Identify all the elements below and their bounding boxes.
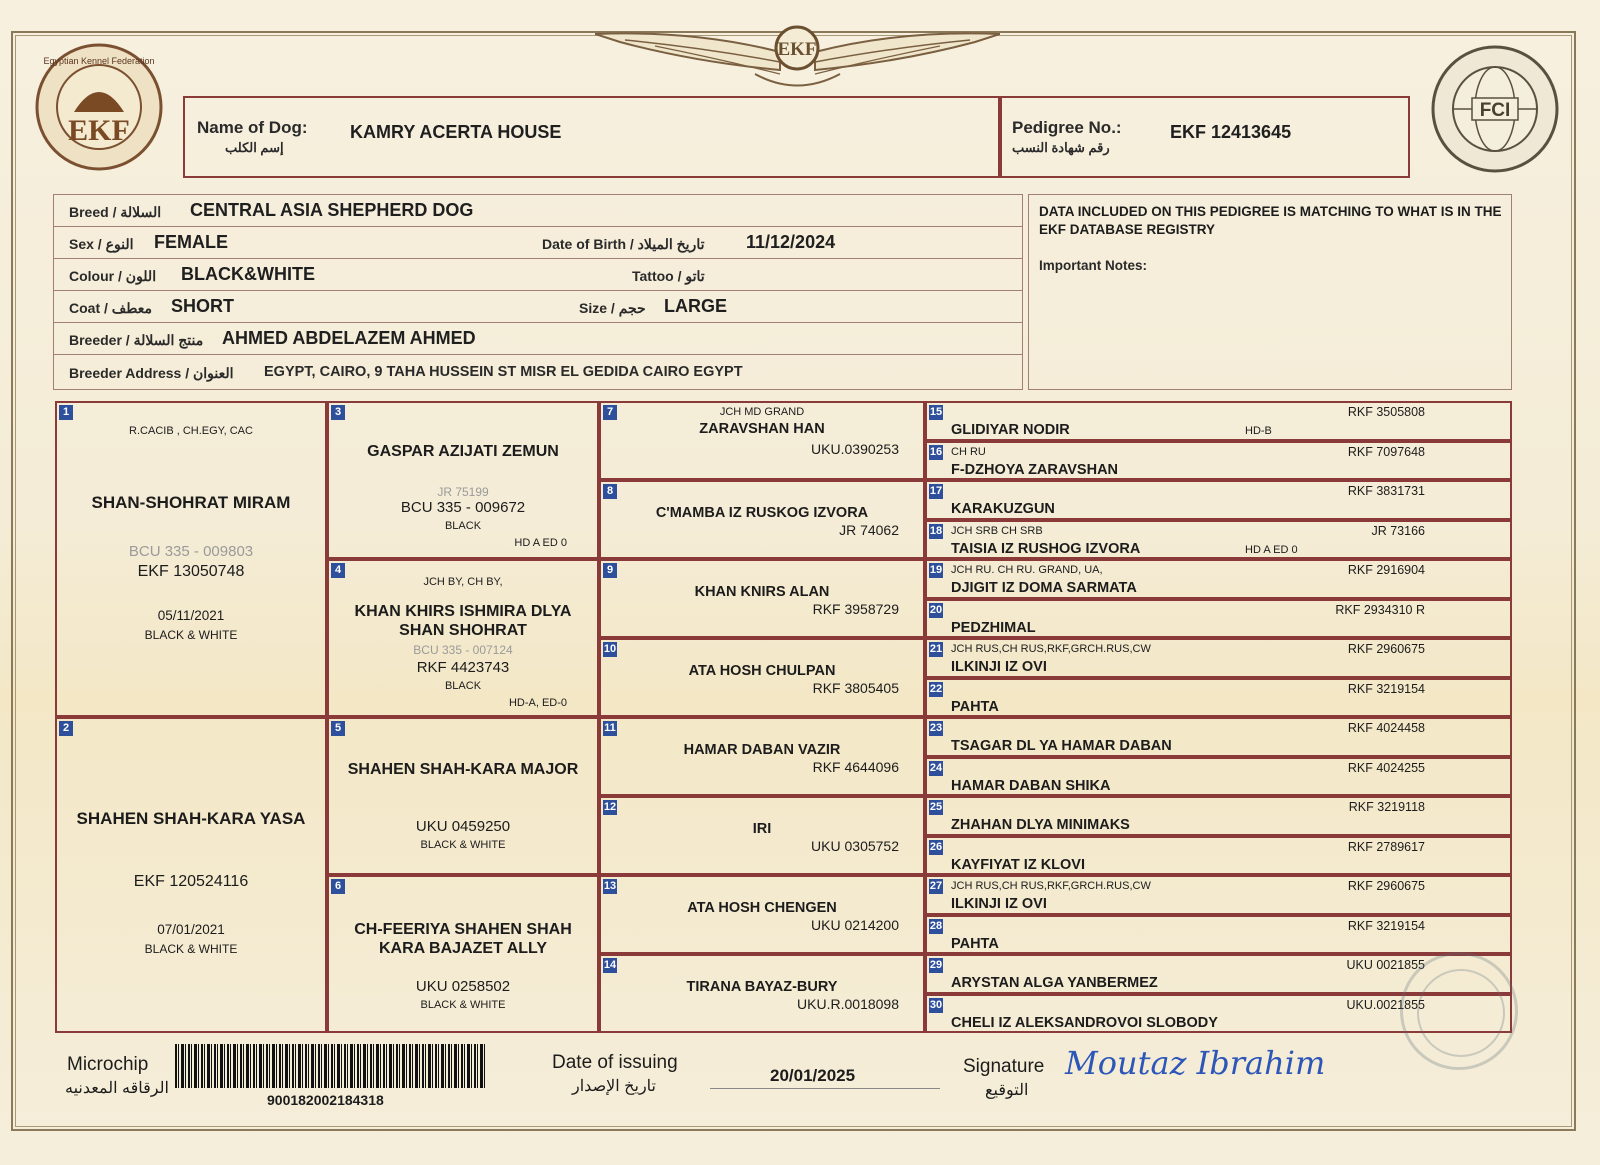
colour-label: Colour / اللون xyxy=(69,268,157,284)
ancestor-name: PEDZHIMAL xyxy=(951,619,1036,636)
ancestor-reg: RKF 7097648 xyxy=(1347,444,1425,459)
ancestor-name: GASPAR AZIJATI ZEMUN xyxy=(367,443,559,460)
ancestor-name: ILKINJI IZ OVI xyxy=(951,659,1047,675)
ancestor-name: IRI xyxy=(752,821,772,837)
pedigree-number-box xyxy=(1000,96,1410,178)
ancestor-name: ZARAVSHAN HAN xyxy=(699,421,825,437)
ekf-seal-stamp xyxy=(1400,952,1518,1070)
ancestor-reg: RKF 3958729 xyxy=(812,601,899,617)
ancestor-name: SHAN-SHOHRAT MIRAM xyxy=(91,493,291,512)
microchip-label: Microchip xyxy=(67,1054,149,1075)
signature-label-ar: التوقيع xyxy=(985,1082,1029,1099)
ancestor-11: 11 HAMAR DABAN VAZIR RKF 4644096 xyxy=(599,717,925,796)
ancestor-reg: UKU.0390253 xyxy=(811,441,899,457)
ancestor-name: DJIGIT IZ DOMA SARMATA xyxy=(951,580,1137,596)
ancestor-reg: UKU 0214200 xyxy=(811,917,899,933)
ancestor-color: BLACK xyxy=(444,680,482,692)
ancestor-reg: RKF 3219118 xyxy=(1348,800,1425,814)
ancestor-name: ZHAHAN DLYA MINIMAKS xyxy=(951,817,1130,833)
ancestor-reg: JR 73166 xyxy=(1371,523,1425,538)
ancestor-reg: JR 75199 xyxy=(437,485,489,499)
ekf-logo xyxy=(34,42,164,172)
ancestor-name: HAMAR DABAN SHIKA xyxy=(951,777,1111,794)
name-of-dog-box xyxy=(183,96,1000,178)
notes-box xyxy=(1028,194,1512,390)
pedigree-label: Pedigree No.: xyxy=(1012,118,1122,137)
ancestor-17: 17 KARAKUZGUN RKF 3831731 xyxy=(925,480,1512,520)
ancestor-reg: BCU 335 - 009803 xyxy=(128,543,254,560)
ancestor-name: KARA BAJAZET ALLY xyxy=(378,940,547,957)
ancestor-14: 14 TIRANA BAYAZ-BURY UKU.R.0018098 xyxy=(599,954,925,1033)
ancestor-reg: BCU 335 - 007124 xyxy=(413,643,513,657)
ancestor-reg: RKF 2934310 R xyxy=(1335,602,1425,617)
ancestor-name: TIRANA BAYAZ-BURY xyxy=(686,979,838,995)
ancestor-2: 2 SHAHEN SHAH-KARA YASA EKF 120524116 07/01/2021 BLACK & WHITE xyxy=(55,717,327,1033)
microchip-label-ar: الرقاقه المعدنيه xyxy=(65,1080,169,1097)
ancestor-title: CH RU xyxy=(951,445,986,458)
ancestor-color: BLACK & WHITE xyxy=(420,999,506,1011)
size-value: LARGE xyxy=(664,296,727,316)
svg-text:EKF: EKF xyxy=(68,114,130,147)
ancestor-name: GLIDIYAR NODIR xyxy=(951,422,1070,438)
ancestor-28: 28 PAHTA RKF 3219154 xyxy=(925,915,1512,955)
ancestor-dob: 07/01/2021 xyxy=(157,922,225,937)
dob-label: Date of Birth / تاريخ الميلاد xyxy=(542,236,705,252)
ancestor-22: 22 PAHTA RKF 3219154 xyxy=(925,678,1512,718)
footer xyxy=(55,1040,1515,1120)
ancestor-name: F-DZHOYA ZARAVSHAN xyxy=(951,461,1119,478)
signature-label: Signature xyxy=(963,1056,1045,1077)
ancestor-18: 18 JCH SRB CH SRB TAISIA IZ RUSHOG IZVORA JR 73166 HD A ED 0 xyxy=(925,520,1512,560)
ancestor-reg: RKF 2916904 xyxy=(1347,563,1425,577)
microchip-value: 900182002184318 xyxy=(267,1092,384,1108)
ancestor-name: SHAHEN SHAH-KARA MAJOR xyxy=(347,761,579,778)
ancestor-title: R.CACIB , CH.EGY, CAC xyxy=(129,425,253,437)
ancestor-29: 29 ARYSTAN ALGA YANBERMEZ UKU 0021855 xyxy=(925,954,1512,994)
ancestor-color: BLACK xyxy=(444,520,482,532)
ancestor-19: 19 JCH RU. CH RU. GRAND, UA, DJIGIT IZ DOMA SARMATA RKF 2916904 xyxy=(925,559,1512,599)
coat-label: Coat / معطف xyxy=(69,300,153,316)
sex-value: FEMALE xyxy=(154,232,228,252)
ancestor-reg: UKU.0021855 xyxy=(1346,997,1425,1012)
ancestor-reg: RKF 4423743 xyxy=(416,659,510,676)
ancestor-name: SHAN SHOHRAT xyxy=(399,622,527,639)
fci-logo xyxy=(1430,44,1560,174)
ancestor-4: 4 JCH BY, CH BY, KHAN KHIRS ISHMIRA DLYA SHAN SHOHRAT BCU 335 - 007124 RKF 4423743 BLACK HD-A, ED-0 xyxy=(327,559,599,717)
ancestor-name: KARAKUZGUN xyxy=(951,501,1055,517)
ancestor-title: JCH RUS,CH RUS,RKF,GRCH.RUS,CW xyxy=(951,880,1151,892)
pedigree-grid xyxy=(55,401,1512,1033)
ancestor-15: 15 GLIDIYAR NODIR RKF 3505808 HD-B xyxy=(925,401,1512,441)
ancestor-color: BLACK & WHITE xyxy=(420,839,506,851)
ancestor-note: HD-B xyxy=(1245,425,1272,437)
ancestor-3: 3 GASPAR AZIJATI ZEMUN JR 75199 BCU 335 - 009672 BLACK HD A ED 0 xyxy=(327,401,599,559)
ancestor-title: JCH RU. CH RU. GRAND, UA, xyxy=(951,564,1103,576)
ancestor-12: 12 IRI UKU 0305752 xyxy=(599,796,925,875)
important-notes-label: Important Notes: xyxy=(1039,258,1147,273)
ancestor-note: HD-A, ED-0 xyxy=(508,697,567,709)
registry-statement: DATA INCLUDED ON THIS PEDIGREE IS MATCHING TO WHAT IS IN THE EKF DATABASE REGISTRY xyxy=(1039,204,1502,237)
dog-details-box xyxy=(53,194,1023,390)
ancestor-reg: RKF 2960675 xyxy=(1347,879,1425,893)
ancestor-9: 9 KHAN KNIRS ALAN RKF 3958729 xyxy=(599,559,925,638)
ancestor-color: BLACK & WHITE xyxy=(144,942,238,956)
ancestor-note: HD A ED 0 xyxy=(1245,543,1298,556)
ancestor-21: 21 JCH RUS,CH RUS,RKF,GRCH.RUS,CW ILKINJI IZ OVI RKF 2960675 xyxy=(925,638,1512,678)
sex-label: Sex / النوع xyxy=(69,236,134,252)
ancestor-name: ATA HOSH CHENGEN xyxy=(687,900,837,916)
ancestor-1: 1 R.CACIB , CH.EGY, CAC SHAN-SHOHRAT MIRAM BCU 335 - 009803 EKF 13050748 05/11/2021 BLACK & WHITE xyxy=(55,401,327,717)
ancestor-20: 20 PEDZHIMAL RKF 2934310 R xyxy=(925,599,1512,639)
ancestor-5: 5 SHAHEN SHAH-KARA MAJOR UKU 0459250 BLACK & WHITE xyxy=(327,717,599,875)
issue-date-label-ar: تاريخ الإصدار xyxy=(572,1078,657,1095)
ekf-winged-emblem xyxy=(595,22,1000,100)
breeder-label: Breeder / منتج السلالة xyxy=(69,332,204,348)
ancestor-reg: RKF 2789617 xyxy=(1347,839,1425,854)
ancestor-note: HD A ED 0 xyxy=(514,537,567,549)
colour-value: BLACK&WHITE xyxy=(181,264,315,284)
barcode xyxy=(175,1044,485,1088)
ancestor-26: 26 KAYFIYAT IZ KLOVI RKF 2789617 xyxy=(925,836,1512,876)
issue-date-label: Date of issuing xyxy=(552,1052,678,1073)
ancestor-6: 6 CH-FEERIYA SHAHEN SHAH KARA BAJAZET ALLY UKU 0258502 BLACK & WHITE xyxy=(327,875,599,1033)
ancestor-reg: JR 74062 xyxy=(839,522,899,538)
ancestor-name: ATA HOSH CHULPAN xyxy=(688,663,836,679)
svg-text:Egyptian Kennel Federation: Egyptian Kennel Federation xyxy=(43,56,155,66)
name-of-dog-value: KAMRY ACERTA HOUSE xyxy=(350,122,562,142)
ancestor-reg: EKF 120524116 xyxy=(133,873,249,890)
name-of-dog-label: Name of Dog: xyxy=(197,118,308,137)
ancestor-reg: UKU 0021855 xyxy=(1346,958,1425,972)
ancestor-reg: UKU 0305752 xyxy=(811,838,899,854)
breeder-address-value: EGYPT, CAIRO, 9 TAHA HUSSEIN ST MISR EL GEDIDA CAIRO EGYPT xyxy=(264,364,743,380)
pedigree-number-value: EKF 12413645 xyxy=(1170,122,1292,142)
signature-image: Moutaz Ibrahim xyxy=(1065,1044,1326,1082)
ancestor-name: PAHTA xyxy=(951,935,999,952)
ancestor-title: JCH RUS,CH RUS,RKF,GRCH.RUS,CW xyxy=(951,643,1151,655)
coat-value: SHORT xyxy=(171,296,234,316)
breed-value: CENTRAL ASIA SHEPHERD DOG xyxy=(190,200,474,220)
breed-label: Breed / السلالة xyxy=(69,204,162,220)
ancestor-24: 24 HAMAR DABAN SHIKA RKF 4024255 xyxy=(925,757,1512,797)
ancestor-reg: UKU 0258502 xyxy=(415,978,511,995)
ancestor-reg: UKU 0459250 xyxy=(415,818,511,835)
ancestor-name: KAYFIYAT IZ KLOVI xyxy=(951,856,1086,873)
ancestor-name: TSAGAR DL YA HAMAR DABAN xyxy=(951,738,1172,754)
ancestor-13: 13 ATA HOSH CHENGEN UKU 0214200 xyxy=(599,875,925,954)
breeder-address-label: Breeder Address / العنوان xyxy=(69,365,234,381)
ancestor-name: SHAHEN SHAH-KARA YASA xyxy=(76,809,306,828)
ancestor-reg: UKU.R.0018098 xyxy=(797,996,899,1012)
ancestor-name: HAMAR DABAN VAZIR xyxy=(683,742,841,758)
ancestor-7: 7 JCH MD GRAND ZARAVSHAN HAN UKU.0390253 xyxy=(599,401,925,480)
ancestor-name: ARYSTAN ALGA YANBERMEZ xyxy=(951,975,1158,991)
ancestor-title: JCH SRB CH SRB xyxy=(951,524,1043,537)
ancestor-reg: RKF 4024255 xyxy=(1347,760,1425,775)
ancestor-reg: RKF 3831731 xyxy=(1347,484,1425,498)
dob-value: 11/12/2024 xyxy=(746,232,836,252)
ancestor-title: JCH BY, CH BY, xyxy=(423,576,503,588)
ancestor-name: C'MAMBA IZ RUSKOG IZVORA xyxy=(655,505,869,521)
ancestor-27: 27 JCH RUS,CH RUS,RKF,GRCH.RUS,CW ILKINJI IZ OVI RKF 2960675 xyxy=(925,875,1512,915)
ancestor-dob: 05/11/2021 xyxy=(157,608,225,623)
issue-date-value: 20/01/2025 xyxy=(770,1066,856,1085)
pedigree-label-ar: رقم شهادة النسب xyxy=(1012,140,1110,155)
ancestor-title: JCH MD GRAND xyxy=(719,406,805,418)
breeder-value: AHMED ABDELAZEM AHMED xyxy=(222,328,476,348)
ancestor-reg: RKF 3805405 xyxy=(812,680,899,696)
ancestor-color: BLACK & WHITE xyxy=(144,628,238,642)
ancestor-name: CH-FEERIYA SHAHEN SHAH xyxy=(354,921,572,938)
ancestor-reg: RKF 3219154 xyxy=(1347,681,1425,696)
ancestor-reg: BCU 335 - 009672 xyxy=(400,499,526,516)
ancestor-reg: RKF 3505808 xyxy=(1347,405,1425,419)
ancestor-23: 23 TSAGAR DL YA HAMAR DABAN RKF 4024458 xyxy=(925,717,1512,757)
name-of-dog-label-ar: إسم الكلب xyxy=(225,140,284,155)
ancestor-25: 25 ZHAHAN DLYA MINIMAKS RKF 3219118 xyxy=(925,796,1512,836)
emblem-text: EKF xyxy=(777,39,817,60)
ancestor-8: 8 C'MAMBA IZ RUSKOG IZVORA JR 74062 xyxy=(599,480,925,559)
ancestor-reg: RKF 4644096 xyxy=(812,759,899,775)
tattoo-label: Tattoo / تاتو xyxy=(632,268,705,284)
size-label: Size / حجم xyxy=(579,300,646,316)
ancestor-name: ILKINJI IZ OVI xyxy=(951,896,1047,912)
ancestor-16: 16 CH RU F-DZHOYA ZARAVSHAN RKF 7097648 xyxy=(925,441,1512,481)
ancestor-name: KHAN KHIRS ISHMIRA DLYA xyxy=(354,603,572,620)
ancestor-name: CHELI IZ ALEKSANDROVOI SLOBODY xyxy=(951,1014,1218,1031)
ancestor-name: KHAN KNIRS ALAN xyxy=(694,584,830,600)
ancestor-name: TAISIA IZ RUSHOG IZVORA xyxy=(951,540,1141,557)
ancestor-reg: EKF 13050748 xyxy=(137,563,245,580)
ancestor-reg: RKF 3219154 xyxy=(1347,918,1425,933)
ancestor-reg: RKF 4024458 xyxy=(1347,721,1425,735)
ancestor-10: 10 ATA HOSH CHULPAN RKF 3805405 xyxy=(599,638,925,717)
ancestor-name: PAHTA xyxy=(951,698,999,715)
svg-text:FCI: FCI xyxy=(1479,100,1511,121)
ancestor-30: 30 CHELI IZ ALEKSANDROVOI SLOBODY UKU.0021855 xyxy=(925,994,1512,1034)
ancestor-reg: RKF 2960675 xyxy=(1347,642,1425,656)
